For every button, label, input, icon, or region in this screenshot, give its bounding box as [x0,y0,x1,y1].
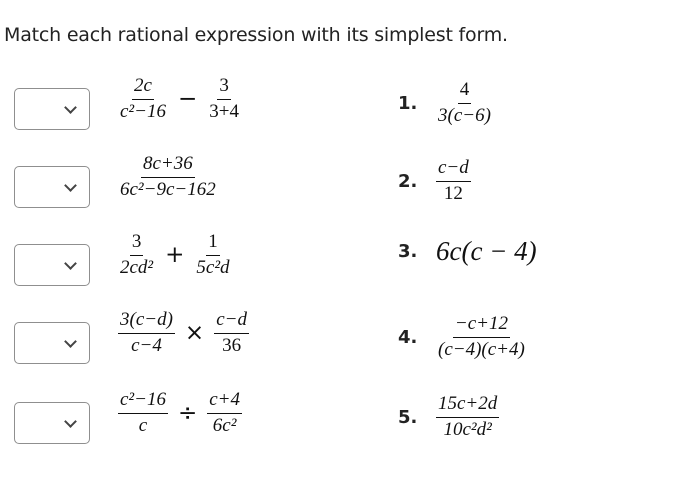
fraction [118,154,218,200]
denominator: c−4 [131,334,162,356]
denominator: 2cd² [120,256,154,278]
answer-number: 4. [398,326,418,348]
operator: − [177,86,198,113]
chevron-down-icon [64,257,77,270]
denominator: c [138,414,148,436]
fraction [436,80,493,126]
numerator: c−d [214,310,249,334]
denominator: 6c²−9c−162 [120,178,216,200]
answer-dropdown-5[interactable] [14,402,90,444]
fraction [436,394,499,440]
chevron-down-icon [64,335,77,348]
denominator: 6c² [212,414,237,436]
denominator: 5c²d [196,256,230,278]
chevron-down-icon [64,101,77,114]
chevron-down-icon [64,415,77,428]
numerator: 3(c−d) [118,310,175,334]
operator: ÷ [177,400,198,427]
numerator: 2c [132,76,154,100]
operator: + [165,242,185,269]
match-row-4 [0,309,700,382]
fraction [118,310,175,356]
match-row-2 [0,153,700,226]
instruction-text: Match each rational expression with its simplest form. [4,24,508,46]
answer-number: 2. [398,170,418,192]
answer-dropdown-2[interactable] [14,166,90,208]
fraction [118,76,168,122]
expression-1 [118,76,241,122]
expression-3 [118,232,232,278]
operator: × [184,320,205,347]
fraction [207,390,242,436]
answer-dropdown-1[interactable] [14,88,90,130]
numerator: c+4 [207,390,242,414]
fraction [436,314,527,360]
chevron-down-icon [64,179,77,192]
answer-option-2 [398,158,471,204]
match-row-5 [0,389,700,462]
expression-2 [118,154,218,200]
denominator: 36 [222,334,242,356]
numerator: c²−16 [118,390,168,414]
numerator: 3 [217,76,231,100]
numerator: c−d [436,158,471,182]
match-row-1 [0,75,700,148]
answer-option-1 [398,80,493,126]
expression-4 [118,310,249,356]
expression-5 [118,390,242,436]
numerator: 3 [130,232,144,256]
answer-dropdown-3[interactable] [14,244,90,286]
numerator: 1 [206,232,220,256]
fraction [118,390,168,436]
numerator: 8c+36 [141,154,195,178]
numerator: 4 [458,80,472,104]
answer-number: 1. [398,92,418,114]
answer-option-5 [398,394,499,440]
denominator: 3(c−6) [438,104,491,126]
fraction [194,232,231,278]
fraction [207,76,241,122]
answer-number: 3. [398,241,418,262]
answer-option-3 [398,236,537,267]
denominator: c²−16 [120,100,166,122]
denominator: 10c²d² [443,418,492,440]
answer-dropdown-4[interactable] [14,322,90,364]
denominator: (c−4)(c+4) [438,338,525,360]
answer-number: 5. [398,406,418,428]
denominator: 12 [443,182,463,204]
numerator: 15c+2d [436,394,499,418]
match-row-3 [0,231,700,304]
fraction [118,232,155,278]
answer-option-4 [398,314,527,360]
denominator: 3+4 [209,100,239,122]
answer-expression: 6c(c − 4) [436,236,537,266]
numerator: −c+12 [453,314,510,338]
fraction [214,310,249,356]
fraction [436,158,471,204]
